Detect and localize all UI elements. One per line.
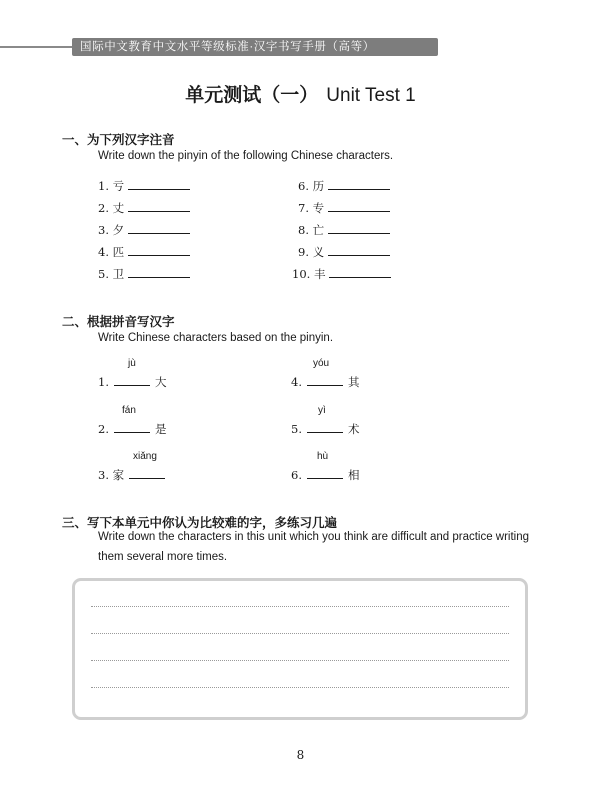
pinyin-answer-blank[interactable] <box>128 265 190 278</box>
s2-num: 5. <box>291 422 302 436</box>
page-title <box>0 80 601 107</box>
s2-char: 家 <box>112 468 125 482</box>
s1-item-4 <box>98 243 190 260</box>
s1-num: 8. <box>298 223 309 237</box>
s2-pinyin: xiǎng <box>133 451 157 462</box>
s2-char: 大 <box>154 375 167 389</box>
s1-item-2 <box>98 199 190 216</box>
s2-item-1 <box>98 373 166 390</box>
char-answer-blank[interactable] <box>114 373 150 386</box>
s1-item-3 <box>98 221 190 238</box>
s1-char: 夕 <box>112 223 125 237</box>
s1-num: 9. <box>298 245 309 259</box>
s2-num: 3. <box>98 468 109 482</box>
s2-num: 4. <box>291 375 302 389</box>
writing-line[interactable] <box>91 660 509 661</box>
s1-num: 2. <box>98 201 109 215</box>
pinyin-answer-blank[interactable] <box>128 243 190 256</box>
char-answer-blank[interactable] <box>307 466 343 479</box>
section3-heading: 三、写下本单元中你认为比较难的字，多练习几遍 <box>62 516 338 530</box>
s1-num: 3. <box>98 223 109 237</box>
s1-item-6 <box>298 177 390 194</box>
s2-char: 其 <box>347 375 360 389</box>
section3-instruction: Write down the characters in this unit which you think are difficult and practice writing them several more times. <box>98 531 530 563</box>
char-answer-blank[interactable] <box>114 420 150 433</box>
s2-pinyin: hù <box>317 451 329 462</box>
section2-instruction: Write Chinese characters based on the pinyin. <box>98 332 334 344</box>
section1-instruction: Write down the pinyin of the following Chinese characters. <box>98 150 394 162</box>
pinyin-answer-blank[interactable] <box>128 199 190 212</box>
s1-char: 专 <box>312 201 325 215</box>
char-answer-blank[interactable] <box>307 373 343 386</box>
s1-item-9 <box>298 243 390 260</box>
s1-char: 历 <box>312 179 325 193</box>
s1-num: 6. <box>298 179 309 193</box>
s1-item-1 <box>98 177 190 194</box>
s1-char: 匹 <box>112 245 125 259</box>
s2-item-4 <box>291 373 359 390</box>
s1-char: 亏 <box>112 179 125 193</box>
title-zh: 单元测试（一） <box>185 85 319 106</box>
s2-char: 术 <box>347 422 360 436</box>
section2-heading: 二、根据拼音写汉字 <box>62 315 175 329</box>
s1-item-7 <box>298 199 390 216</box>
s1-num: 7. <box>298 201 309 215</box>
s2-char: 相 <box>347 468 360 482</box>
s1-num: 1. <box>98 179 109 193</box>
writing-line[interactable] <box>91 606 509 607</box>
header-banner: 国际中文教育中文水平等级标准·汉字书写手册（高等） <box>72 38 438 56</box>
page-number: 8 <box>296 748 305 762</box>
s2-char: 是 <box>154 422 167 436</box>
title-en: Unit Test 1 <box>326 85 416 106</box>
s2-num: 1. <box>98 375 109 389</box>
s1-item-10 <box>292 265 391 282</box>
s2-pinyin: yì <box>318 405 326 416</box>
s2-pinyin: fán <box>122 405 136 416</box>
pinyin-answer-blank[interactable] <box>328 199 390 212</box>
s1-item-5 <box>98 265 190 282</box>
s2-item-3 <box>98 466 170 483</box>
s2-pinyin: jù <box>128 358 136 369</box>
s1-item-8 <box>298 221 390 238</box>
s2-item-5 <box>291 420 359 437</box>
writing-line[interactable] <box>91 687 509 688</box>
s1-num: 10. <box>292 267 311 281</box>
s2-num: 2. <box>98 422 109 436</box>
s1-num: 5. <box>98 267 109 281</box>
practice-writing-box[interactable] <box>72 578 528 720</box>
s1-char: 义 <box>312 245 325 259</box>
s1-char: 丰 <box>313 267 326 281</box>
pinyin-answer-blank[interactable] <box>328 177 390 190</box>
s2-pinyin: yóu <box>313 358 330 369</box>
pinyin-answer-blank[interactable] <box>328 243 390 256</box>
s1-char: 卫 <box>112 267 125 281</box>
char-answer-blank[interactable] <box>129 466 165 479</box>
header-rule <box>0 46 76 48</box>
pinyin-answer-blank[interactable] <box>329 265 391 278</box>
section1-heading: 一、为下列汉字注音 <box>62 133 175 147</box>
s2-item-6 <box>291 466 359 483</box>
s2-num: 6. <box>291 468 302 482</box>
s2-item-2 <box>98 420 166 437</box>
writing-line[interactable] <box>91 633 509 634</box>
s1-num: 4. <box>98 245 109 259</box>
char-answer-blank[interactable] <box>307 420 343 433</box>
s1-char: 丈 <box>112 201 125 215</box>
pinyin-answer-blank[interactable] <box>328 221 390 234</box>
s1-char: 亡 <box>312 223 325 237</box>
pinyin-answer-blank[interactable] <box>128 177 190 190</box>
pinyin-answer-blank[interactable] <box>128 221 190 234</box>
